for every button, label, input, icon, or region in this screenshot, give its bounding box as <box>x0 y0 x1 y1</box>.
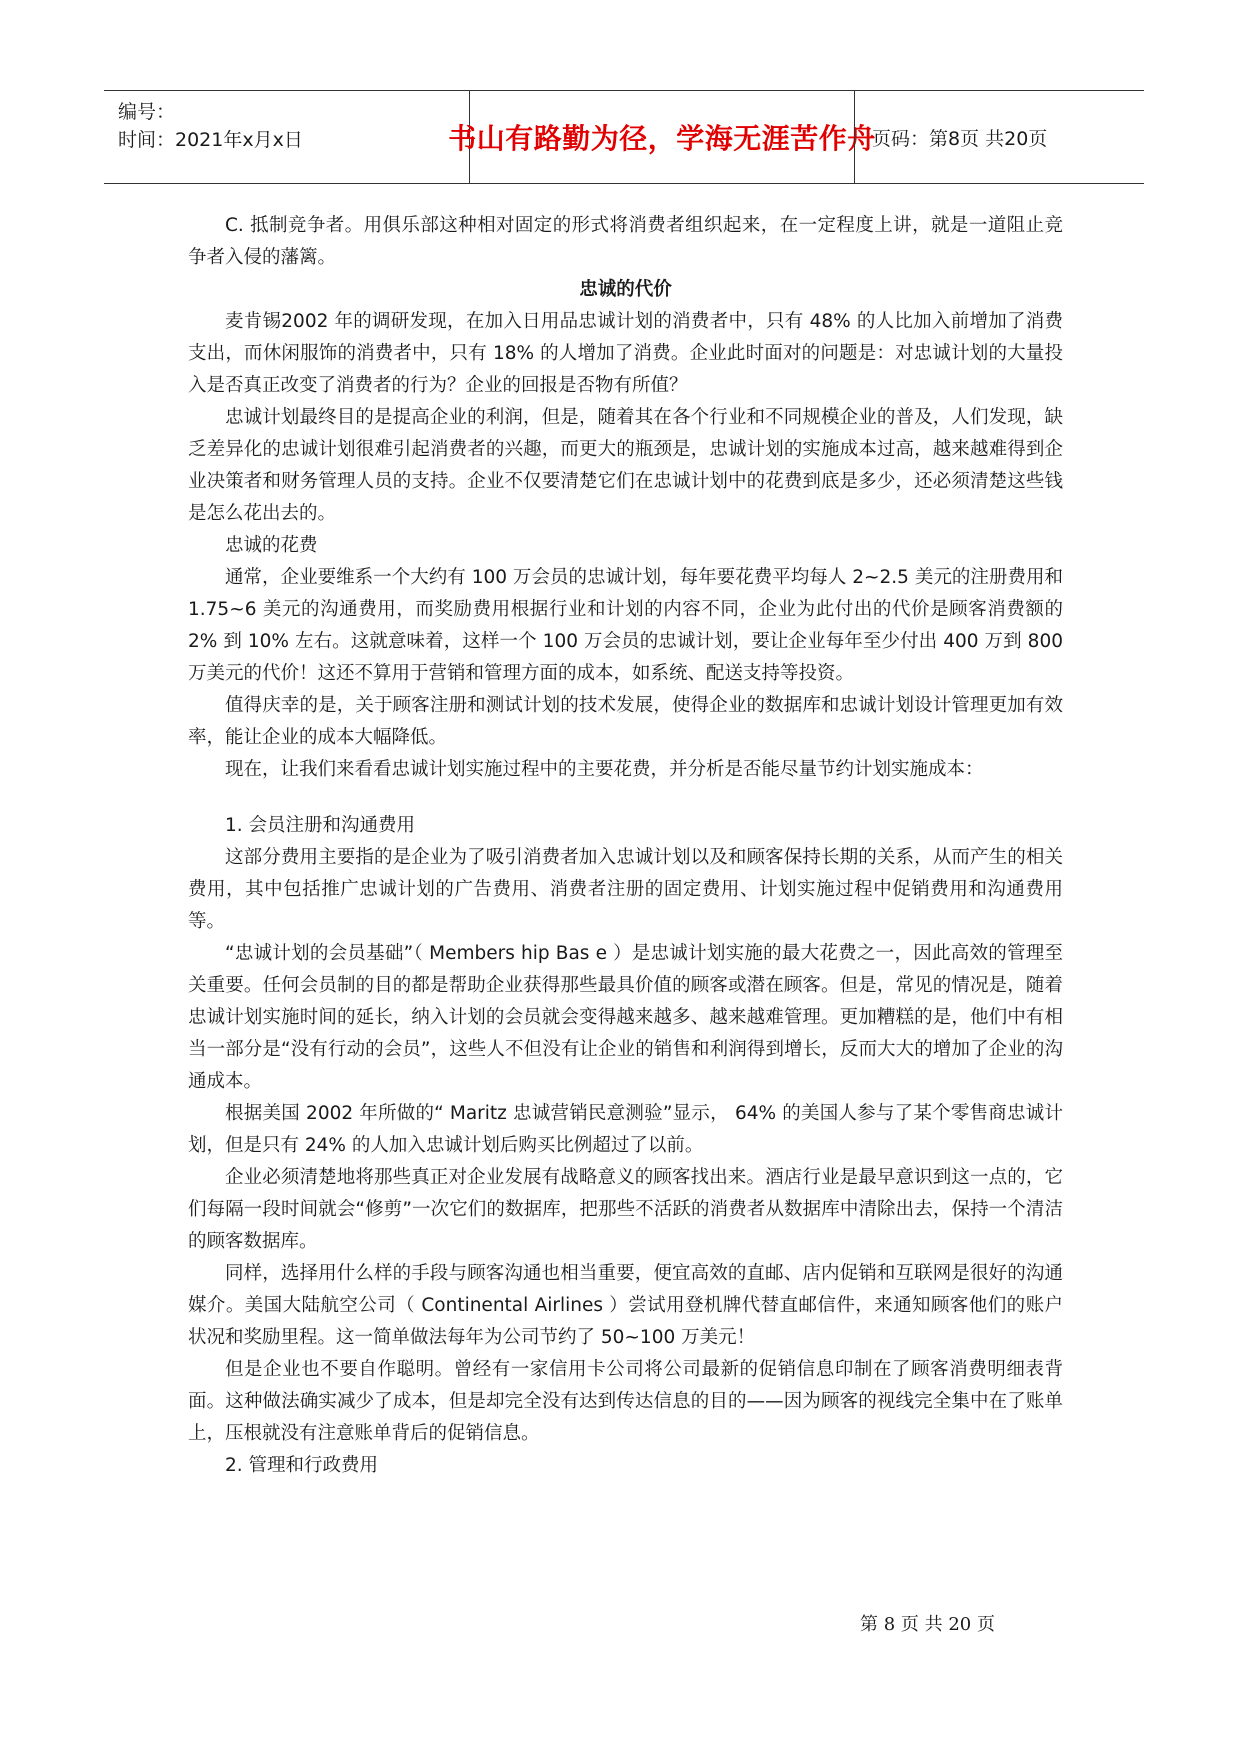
paragraph: 现在，让我们来看看忠诚计划实施过程中的主要花费，并分析是否能尽量节约计划实施成本： <box>225 759 984 780</box>
subheading: 1. 会员注册和沟通费用 <box>225 815 416 836</box>
header-page-code: 页码：第8页 共20页 <box>872 127 1048 150</box>
document-body <box>188 210 1063 1482</box>
spacer <box>188 786 1063 810</box>
paragraph: 但是企业也不要自作聪明。曾经有一家信用卡公司将公司最新的促销信息印制在了顾客消费明细表背面。这种做法确实减少了成本，但是却完全没有达到传达信息的目的——因为顾客的视线完全集中在了账单上，压根就没有注意账单背后的促销信息。 <box>188 1359 1063 1444</box>
paragraph: 通常，企业要维系一个大约有 100 万会员的忠诚计划，每年要花费平均每人 2~2.5 美元的注册费用和 1.75~6 美元的沟通费用，而奖励费用根据行业和计划的内容不同，企业为此付出的代价是顾客消费额的 2% 到 10% 左右。这就意味着，这样一个 100 万会员的忠诚计划，要让企业每年至少付出 400 万到 800 万美元的代价！这还不算用于营销和管理方面的成本，如系统、配送支持等投资。 <box>188 567 1063 684</box>
document-number-label: 编号： <box>118 101 176 123</box>
header-divider-right <box>854 91 855 183</box>
paragraph: 值得庆幸的是，关于顾客注册和测试计划的技术发展，使得企业的数据库和忠诚计划设计管理更加有效率，能让企业的成本大幅降低。 <box>188 695 1063 748</box>
subheading: 2. 管理和行政费用 <box>225 1455 379 1476</box>
paragraph: C. 抵制竞争者。用俱乐部这种相对固定的形式将消费者组织起来，在一定程度上讲，就是一道阻止竞争者入侵的藩篱。 <box>188 215 1063 268</box>
paragraph: 麦肯锡2002 年的调研发现，在加入日用品忠诚计划的消费者中，只有 48% 的人比加入前增加了消费支出，而休闲服饰的消费者中，只有 18% 的人增加了消费。企业此时面对的问题是：对忠诚计划的大量投入是否真正改变了消费者的行为？企业的回报是否物有所值？ <box>188 311 1063 396</box>
header-page-cell <box>872 91 1142 183</box>
page-footer: 第 8 页 共 20 页 <box>860 1614 995 1635</box>
header-meta <box>118 91 458 183</box>
paragraph: 这部分费用主要指的是企业为了吸引消费者加入忠诚计划以及和顾客保持长期的关系，从而产生的相关费用，其中包括推广忠诚计划的广告费用、消费者注册的固定费用、计划实施过程中促销费用和沟通费用等。 <box>188 847 1063 932</box>
header-motto: 书山有路勤为径，学海无涯苦作舟 <box>448 122 876 155</box>
paragraph: 同样，选择用什么样的手段与顾客沟通也相当重要，便宜高效的直邮、店内促销和互联网是很好的沟通媒介。美国大陆航空公司（ Continental Airlines ）尝试用登机牌代替直邮信件，来通知顾客他们的账户状况和奖励里程。这一简单做法每年为公司节约了 50~100 万美元！ <box>188 1263 1063 1348</box>
header-motto-cell <box>448 91 876 183</box>
paragraph: 企业必须清楚地将那些真正对企业发展有战略意义的顾客找出来。酒店行业是最早意识到这一点的，它们每隔一段时间就会“修剪”一次它们的数据库，把那些不活跃的消费者从数据库中清除出去，保持一个清洁的顾客数据库。 <box>188 1167 1063 1252</box>
paragraph: 忠诚计划最终目的是提高企业的利润，但是，随着其在各个行业和不同规模企业的普及，人们发现，缺乏差异化的忠诚计划很难引起消费者的兴趣，而更大的瓶颈是，忠诚计划的实施成本过高，越来越难得到企业决策者和财务管理人员的支持。企业不仅要清楚它们在忠诚计划中的花费到底是多少，还必须清楚这些钱是怎么花出去的。 <box>188 407 1063 524</box>
document-time-label: 时间：2021年x月x日 <box>118 129 303 151</box>
subheading: 忠诚的花费 <box>225 535 318 556</box>
paragraph: “忠诚计划的会员基础”（ Members hip Bas e ）是忠诚计划实施的最大花费之一，因此高效的管理至关重要。任何会员制的目的都是帮助企业获得那些最具价值的顾客或潜在顾客。但是，常见的情况是，随着忠诚计划实施时间的延长，纳入计划的会员就会变得越来越多、越来越难管理。更加糟糕的是，他们中有相当一部分是“没有行动的会员”，这些人不但没有让企业的销售和利润得到增长，反而大大的增加了企业的沟通成本。 <box>188 943 1063 1092</box>
page-header <box>104 90 1144 184</box>
section-title: 忠诚的代价 <box>579 279 672 300</box>
paragraph: 根据美国 2002 年所做的“ Maritz 忠诚营销民意测验”显示， 64% 的美国人参与了某个零售商忠诚计划，但是只有 24% 的人加入忠诚计划后购买比例超过了以前。 <box>188 1103 1063 1156</box>
